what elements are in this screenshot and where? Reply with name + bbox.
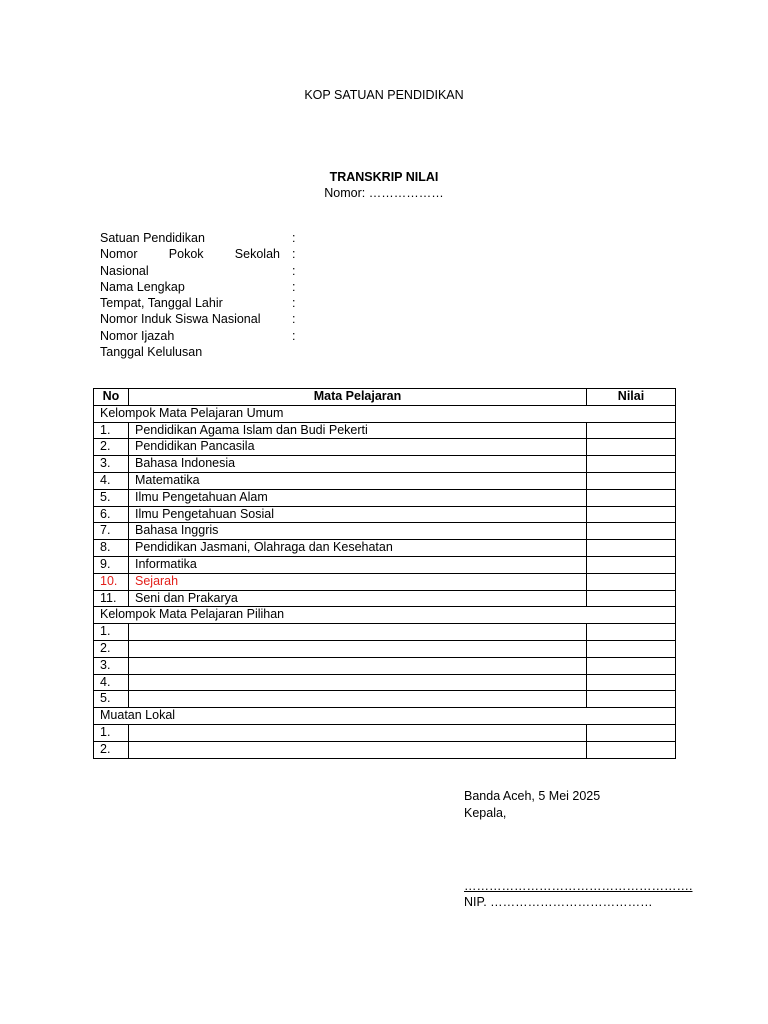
group-label: Muatan Lokal <box>94 708 676 725</box>
row-score <box>587 590 676 607</box>
info-label-word: Nomor <box>100 247 138 262</box>
table-row <box>94 674 676 691</box>
row-no: 10. <box>94 573 129 590</box>
table-row <box>94 556 676 573</box>
info-label: Tempat, Tanggal Lahir <box>100 296 223 311</box>
row-no: 7. <box>94 523 129 540</box>
table-row <box>94 657 676 674</box>
signer-name-line: ………………………………………………. <box>464 879 693 893</box>
row-score <box>587 657 676 674</box>
row-subject: Pendidikan Pancasila <box>129 439 587 456</box>
table-row-highlighted <box>94 573 676 590</box>
row-no: 1. <box>94 724 129 741</box>
row-no: 3. <box>94 657 129 674</box>
info-row-kelulusan <box>100 344 320 360</box>
row-no: 4. <box>94 472 129 489</box>
place-date: Banda Aceh, 5 Mei 2025 <box>464 789 601 803</box>
document-number: Nomor: ……………… <box>324 186 444 200</box>
info-colon: : <box>292 328 296 343</box>
row-score <box>587 540 676 557</box>
row-subject <box>129 691 587 708</box>
table-row <box>94 506 676 523</box>
row-no: 1. <box>94 422 129 439</box>
group-row-lokal <box>94 708 676 725</box>
table-row <box>94 523 676 540</box>
group-row-umum <box>94 405 676 422</box>
row-no: 2. <box>94 741 129 758</box>
student-info <box>100 230 320 360</box>
table-row <box>94 741 676 758</box>
info-label: Tanggal Kelulusan <box>100 345 203 360</box>
row-subject: Bahasa Indonesia <box>129 456 587 473</box>
table-row <box>94 439 676 456</box>
header-no: No <box>94 389 129 406</box>
row-no: 5. <box>94 691 129 708</box>
row-score <box>587 489 676 506</box>
row-subject <box>129 741 587 758</box>
info-label: Nama Lengkap <box>100 279 185 294</box>
row-no: 8. <box>94 540 129 557</box>
document-title: TRANSKRIP NILAI <box>329 170 439 184</box>
row-no: 11. <box>94 590 129 607</box>
row-subject: Ilmu Pengetahuan Alam <box>129 489 587 506</box>
info-row-ttl <box>100 295 320 311</box>
info-label-word: Pokok <box>168 247 204 262</box>
info-label <box>100 246 280 262</box>
group-label: Kelompok Mata Pelajaran Umum <box>94 405 676 422</box>
row-subject <box>129 674 587 691</box>
info-row-nisn <box>100 311 320 327</box>
row-score <box>587 556 676 573</box>
info-label: Satuan Pendidikan <box>100 231 205 245</box>
info-row-satuan <box>100 230 320 246</box>
table-row <box>94 472 676 489</box>
row-subject <box>129 657 587 674</box>
row-subject: Ilmu Pengetahuan Sosial <box>129 506 587 523</box>
row-score <box>587 741 676 758</box>
row-subject: Matematika <box>129 472 587 489</box>
letterhead-placeholder: KOP SATUAN PENDIDIKAN <box>304 88 464 102</box>
table-row <box>94 691 676 708</box>
row-score <box>587 624 676 641</box>
row-no: 6. <box>94 506 129 523</box>
row-score <box>587 573 676 590</box>
row-score <box>587 506 676 523</box>
row-subject: Seni dan Prakarya <box>129 590 587 607</box>
row-no: 2. <box>94 640 129 657</box>
row-subject: Sejarah <box>129 573 587 590</box>
row-score <box>587 640 676 657</box>
row-no: 4. <box>94 674 129 691</box>
info-colon: : <box>292 312 296 327</box>
row-no: 9. <box>94 556 129 573</box>
table-row <box>94 724 676 741</box>
row-subject: Bahasa Inggris <box>129 523 587 540</box>
row-score <box>587 422 676 439</box>
info-label: Nomor Ijazah <box>100 328 175 343</box>
table-row <box>94 590 676 607</box>
info-colon: : <box>292 247 296 262</box>
row-subject <box>129 624 587 641</box>
info-label-word: Sekolah <box>234 247 280 262</box>
row-no: 2. <box>94 439 129 456</box>
signer-nip: NIP. ………………………………… <box>464 895 653 909</box>
row-score <box>587 456 676 473</box>
row-score <box>587 439 676 456</box>
row-subject: Pendidikan Agama Islam dan Budi Pekerti <box>129 422 587 439</box>
row-subject <box>129 640 587 657</box>
table-row <box>94 456 676 473</box>
group-label: Kelompok Mata Pelajaran Pilihan <box>94 607 676 624</box>
row-no: 3. <box>94 456 129 473</box>
info-row-nasional <box>100 263 320 279</box>
row-score <box>587 724 676 741</box>
group-row-pilihan <box>94 607 676 624</box>
row-no: 5. <box>94 489 129 506</box>
info-colon: : <box>292 231 296 245</box>
info-row-nama <box>100 279 320 295</box>
table-row <box>94 540 676 557</box>
info-label: Nomor Induk Siswa Nasional <box>100 312 261 327</box>
info-row-nomor-pokok <box>100 246 320 262</box>
row-no: 1. <box>94 624 129 641</box>
row-score <box>587 691 676 708</box>
info-row-ijazah <box>100 328 320 344</box>
signer-role: Kepala, <box>464 806 507 820</box>
header-subject: Mata Pelajaran <box>129 389 587 406</box>
header-score: Nilai <box>587 389 676 406</box>
table-header-row <box>94 389 676 406</box>
table-row <box>94 640 676 657</box>
signature-block <box>464 788 724 909</box>
grades-table <box>93 388 676 759</box>
row-subject: Pendidikan Jasmani, Olahraga dan Kesehatan <box>129 540 587 557</box>
info-colon: : <box>292 296 296 311</box>
row-score <box>587 472 676 489</box>
row-score <box>587 674 676 691</box>
table-row <box>94 422 676 439</box>
table-row <box>94 489 676 506</box>
info-colon: : <box>292 279 296 294</box>
row-subject: Informatika <box>129 556 587 573</box>
row-subject <box>129 724 587 741</box>
row-score <box>587 523 676 540</box>
info-label: Nasional <box>100 263 149 278</box>
table-row <box>94 624 676 641</box>
info-colon: : <box>292 263 296 278</box>
